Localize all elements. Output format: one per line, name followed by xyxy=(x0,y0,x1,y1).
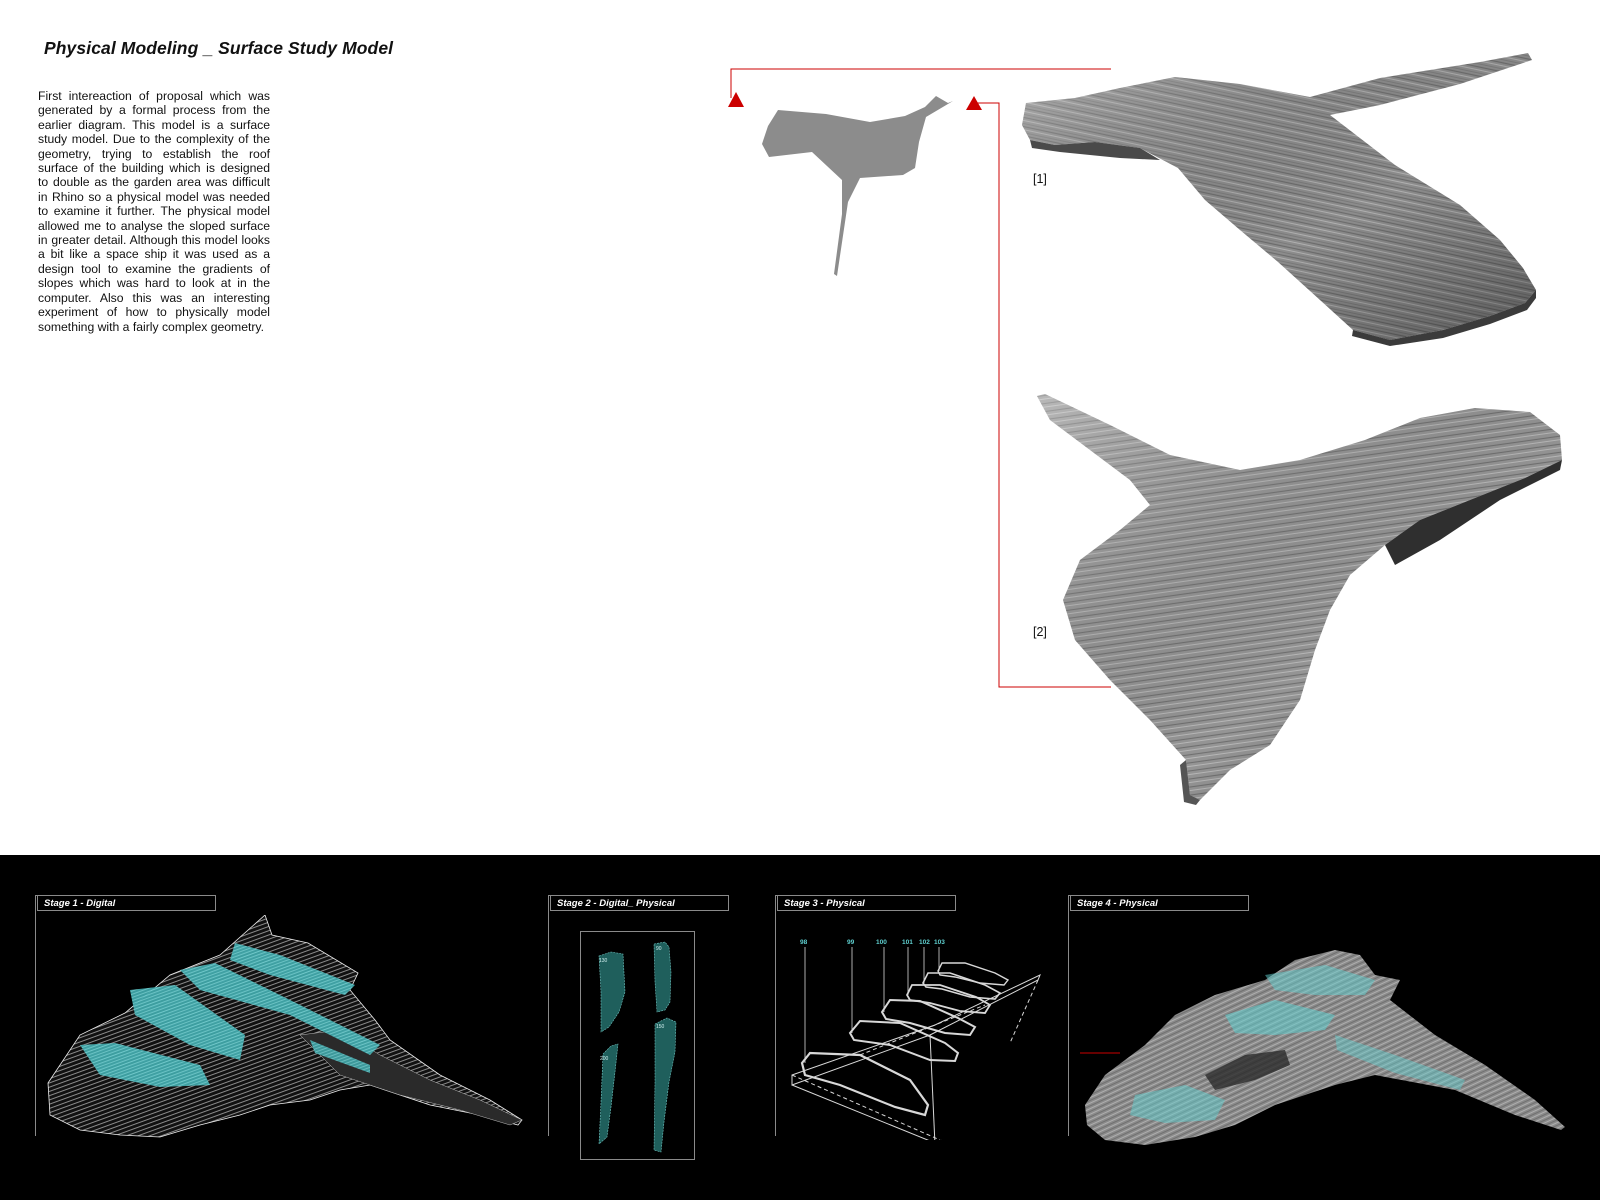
template-number: 90 xyxy=(656,946,662,952)
section-number: 99 xyxy=(847,939,855,946)
template-piece xyxy=(654,1018,676,1152)
section-number: 98 xyxy=(800,939,808,946)
plan-silhouette xyxy=(762,96,953,276)
page-title: Physical Modeling _ Surface Study Model xyxy=(44,38,394,58)
stage-2-label: Stage 2 - Digital_ Physical xyxy=(550,895,729,911)
photo-label-2: [2] xyxy=(1033,625,1047,639)
photo-label-1: [1] xyxy=(1033,172,1047,186)
section-marker-left-icon xyxy=(728,92,744,107)
template-number: 150 xyxy=(656,1024,665,1030)
section-number: 101 xyxy=(902,939,913,946)
stage-1-wireframe xyxy=(40,915,540,1185)
template-number: 130 xyxy=(599,958,608,964)
stage-4-label: Stage 4 - Physical xyxy=(1070,895,1249,911)
stages-band xyxy=(0,855,1600,1200)
section-number: 102 xyxy=(919,939,930,946)
template-piece xyxy=(599,952,625,1032)
template-number: 200 xyxy=(600,1056,609,1062)
section-number: 103 xyxy=(934,939,945,946)
stage-4-model xyxy=(1075,905,1575,1185)
model-photo-2 xyxy=(1037,394,1562,805)
section-number: 100 xyxy=(876,939,887,946)
stage-3-label: Stage 3 - Physical xyxy=(777,895,956,911)
section-line xyxy=(728,69,1111,687)
stage-3-sections xyxy=(780,935,1045,1140)
stage-1-label: Stage 1 - Digital xyxy=(37,895,216,911)
stage-2-sheet xyxy=(580,931,695,1160)
intro-paragraph: First intereaction of proposal which was generated by a formal process from the earlier diagram. This model is a surface study model. Due to the complexity of the geometry, trying to establish the roof surface of the building which is designed to double as the garden area was difficult in Rhino so a physical model was needed to examine it further. The physical model allowed me to analyse the sloped surface in greater detail. Although this model looks a bit like a space ship it was used as a design tool to examine the gradients of slopes which was hard to look at in the computer. Also this was an interesting experiment of how to physically model something with a fairly complex geometry. xyxy=(38,89,270,334)
template-piece xyxy=(654,942,671,1012)
model-photo-1 xyxy=(1022,53,1536,346)
stage-2-templates xyxy=(581,932,694,1159)
